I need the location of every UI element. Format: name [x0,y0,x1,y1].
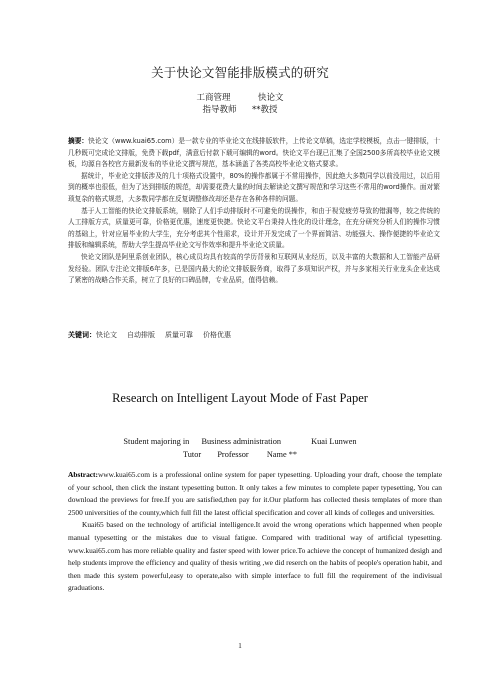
page-number: 1 [238,642,242,650]
en-tutor-title: Professor [217,450,249,459]
en-paper-title: Research on Intelligent Layout Mode of Fast Paper [112,391,368,405]
cn-keywords [68,330,241,340]
cn-keywords-label: 关键词： [68,331,96,339]
cn-author-major: 工商管理 [196,93,231,103]
en-abstract [68,469,442,595]
cn-advisor-line [0,103,480,115]
cn-author-name: 快论文 [257,93,284,103]
en-major: Business administration [201,437,282,446]
cn-abstract-paragraph: 据统计，毕业论文排版涉及的几十项格式设置中，80%的操作都属于不常用操作，因此绝大多数同学以前没用过，以后用到的概率也很低，但为了达到排版的规范，却需要花费大量的时间去解读论文撰写规范和学习这些不常用的word操作。面对繁琐复杂的格式规范，大多数同学都在反复调整修改却还是存在各种各样的问题。 [68,171,440,203]
en-tutor-line [0,450,480,459]
cn-advisor-label: 指导教师 [202,105,237,115]
en-abstract-label: Abstract: [68,470,98,479]
cn-author-line [0,91,480,103]
keyword: 价格优惠 [203,331,231,339]
keyword: 质量可靠 [165,331,193,339]
cn-abstract-paragraph: 快论文团队是阿里系创业团队，核心成员均具有较高的学历背景和互联网从业经历，以及丰富的大数据和人工智能产品研发经验。团队专注论文排版6年多，已是国内最大的论文排版服务商，取得了多项知识产权，并与多家相关行业龙头企业达成了紧密的战略合作关系，树立了良好的口碑品牌，专业品质，值得信赖。 [68,252,440,285]
en-abstract-paragraph: Kuai65 based on the technology of artificial intelligence.It avoid the wrong operations which happenned when people manual typesetting or the mistakes due to visual fatigue. Compared with traditional way of artificial typesetting. www.kuai65.com has more reliable quality and faster speed with lower price.To achieve the concept of humanized desigh and help students improve the efficiency and quality of thesis writing ,we did reserch on the habits of people's operation habit, and then made this system powerful,easy to operate,also with simple interface to full fill the requirement of the indivisual graduations. [68,520,442,593]
cn-advisor-name: **教授 [251,105,278,115]
cn-abstract-label: 摘要： [68,137,89,145]
en-major-label: Student majoring in [123,437,190,446]
cn-abstract [68,136,440,287]
en-author-line [0,437,480,446]
keyword: 快论文 [96,331,117,339]
en-tutor-name: Name ** [266,450,297,459]
en-abstract-paragraph: Abstract:www.kuai65.com is a professional online system for paper typesetting. Uploading your draft, choose the template of your school, then click the instant typesetting button. It only takes a few minutes to complete paper typesetting, You can download the previews for free.If you are satisfied,then pay for it.Our platform has collected thesis templates of more than 2500 universities of the county,which full fill the latest official specification and cover all kinds of colleges and universities. [68,470,442,517]
en-student-name: Kuai Lunwen [311,437,357,446]
cn-abstract-paragraph: 基于人工智能的快论文排版系统，剔除了人们手动排版时不可避免的误操作，和由于视觉疲劳导致的错漏等，较之传统的人工排版方式，质量更可靠，价格更优惠，速度更快捷。快论文平台秉持人性化的设计理念，在充分研究分析人们的操作习惯的基础上，针对应届毕业的大学生，充分考虑其个性需求，设计并开发完成了一个界面简洁、功能强大、操作便捷的毕业论文排版和编辑系统，帮助大学生提高毕业论文写作效率和提升毕业论文质量。 [68,206,440,250]
cn-abstract-paragraph: 摘要：快论文（www.kuai65.com）是一款专业的毕业论文在线排版软件，上传论文草稿，选定学校模板，点击一键排版，十几秒既可完成论文排版，免费下载pdf，满意后付款下载可编辑的word。快论文平台现已汇集了全国2500多所高校毕业论文模板，均源自各校官方最新发布的毕业论文撰写规范，基本涵盖了各类高校毕业论文格式要求。 [68,137,441,169]
en-tutor-label: Tutor [183,450,202,459]
keyword: 自动排版 [127,331,155,339]
cn-paper-title: 关于快论文智能排版模式的研究 [151,65,329,80]
